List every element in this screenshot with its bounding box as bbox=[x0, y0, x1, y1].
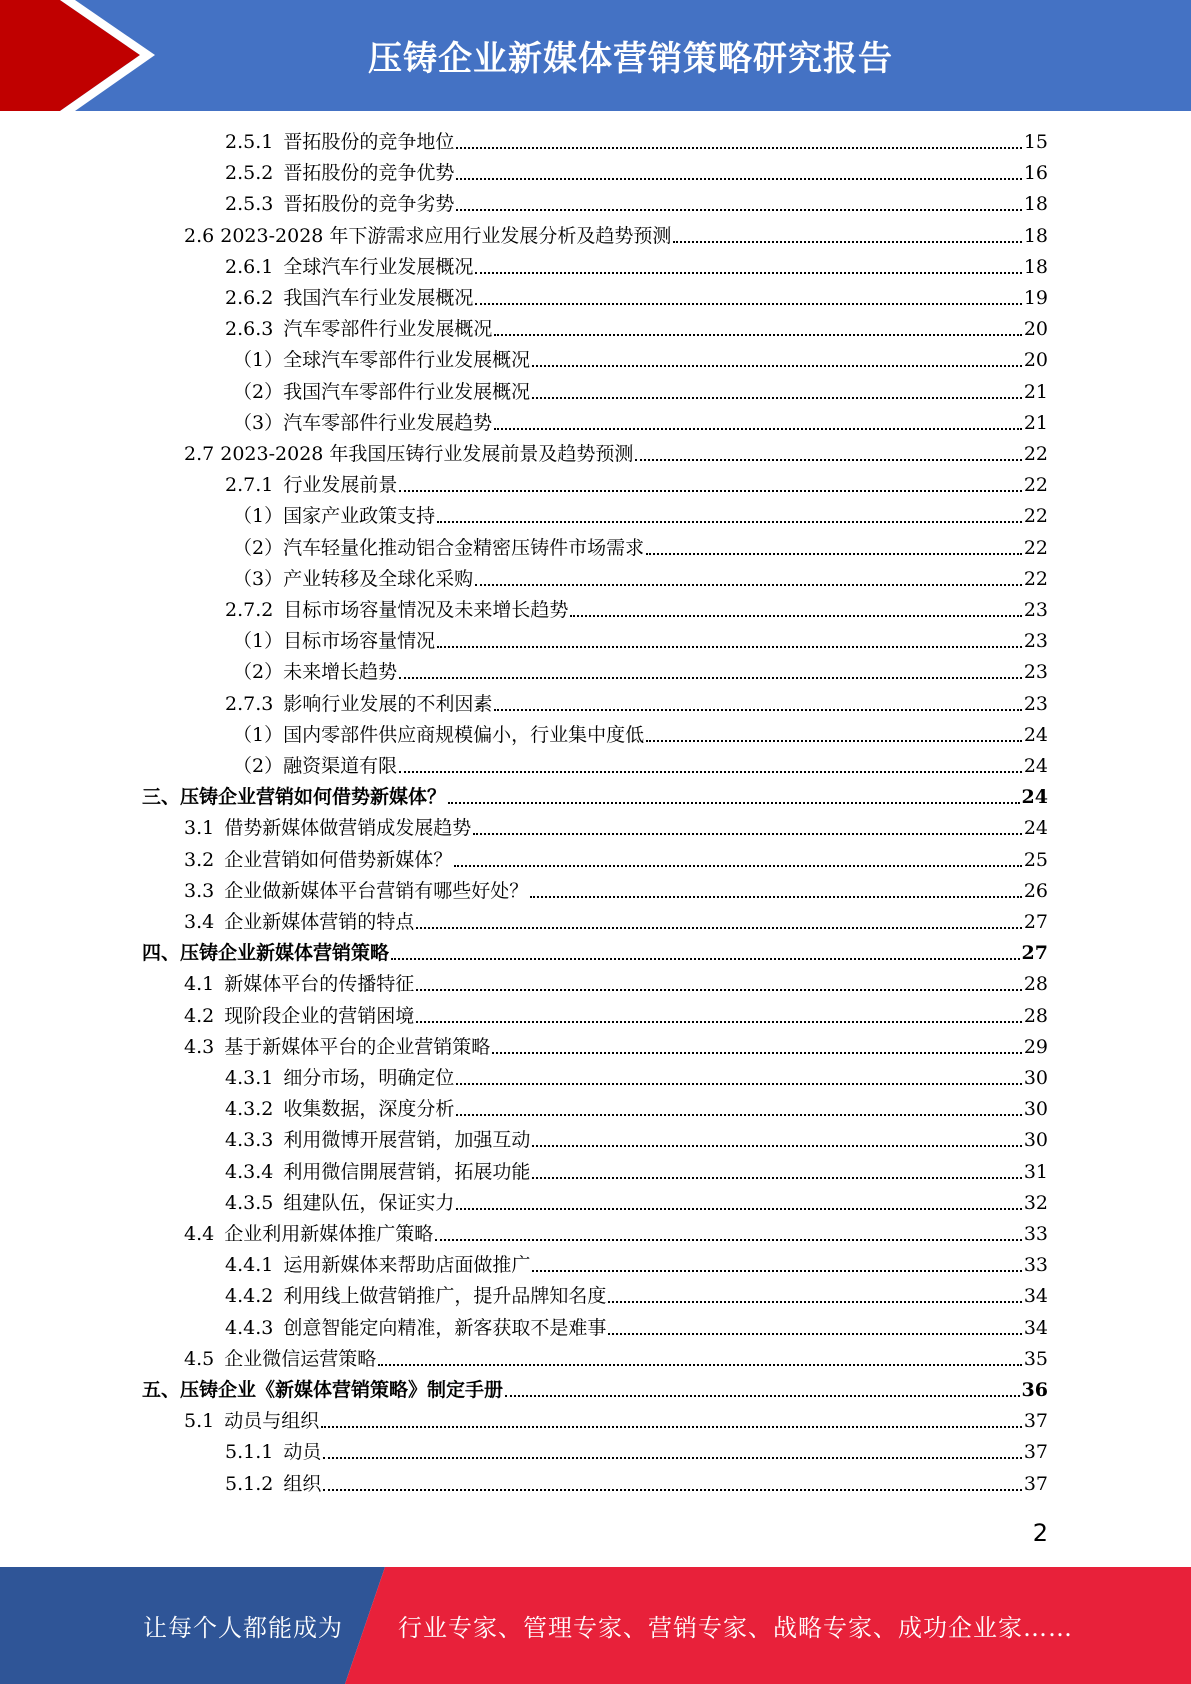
toc-entry[interactable] bbox=[225, 189, 1048, 220]
toc-entry-title bbox=[225, 470, 397, 501]
toc-entry-text: 晋拓股份的竞争地位 bbox=[283, 131, 455, 153]
toc-entry-page: 18 bbox=[1023, 224, 1048, 247]
toc-entry-page: 22 bbox=[1023, 474, 1048, 497]
toc-dot-leader bbox=[494, 428, 1022, 430]
toc-entry-title bbox=[184, 845, 452, 876]
toc-entry-text: 企业做新媒体平台营销有哪些好处？ bbox=[224, 879, 529, 902]
toc-entry[interactable] bbox=[142, 938, 1048, 969]
toc-dot-leader bbox=[505, 1395, 1020, 1397]
toc-entry-text: 三、压铸企业营销如何借势新媒体？ bbox=[142, 786, 447, 809]
toc-entry-page: 28 bbox=[1023, 973, 1048, 996]
toc-entry-number: 2.7.2 bbox=[225, 599, 274, 621]
toc-entry-text: （1）全球汽车零部件行业发展概况 bbox=[233, 349, 531, 372]
toc-entry[interactable] bbox=[233, 345, 1048, 376]
toc-entry-page: 19 bbox=[1023, 287, 1048, 309]
toc-entry-page: 23 bbox=[1023, 692, 1048, 715]
toc-entry[interactable] bbox=[225, 1437, 1048, 1468]
toc-entry-number: 4.4.3 bbox=[225, 1316, 274, 1339]
toc-entry[interactable] bbox=[184, 907, 1048, 938]
toc-entry[interactable] bbox=[233, 564, 1048, 595]
toc-entry[interactable] bbox=[184, 1001, 1048, 1032]
toc-entry-text: 目标市场容量情况及未来增长趋势 bbox=[283, 599, 569, 621]
toc-entry-page: 23 bbox=[1023, 630, 1048, 653]
toc-entry[interactable] bbox=[225, 1188, 1048, 1219]
toc-entry[interactable] bbox=[142, 782, 1048, 813]
toc-entry[interactable] bbox=[233, 657, 1048, 688]
toc-entry-title bbox=[225, 252, 473, 283]
toc-entry-page: 24 bbox=[1023, 817, 1048, 840]
toc-entry[interactable] bbox=[233, 533, 1048, 564]
toc-entry[interactable] bbox=[184, 1406, 1048, 1437]
toc-entry[interactable] bbox=[184, 439, 1048, 470]
toc-dot-leader bbox=[475, 584, 1022, 586]
toc-entry-page: 35 bbox=[1023, 1347, 1048, 1370]
toc-entry-page: 15 bbox=[1023, 131, 1048, 153]
toc-entry-number: 2.5.1 bbox=[225, 131, 274, 153]
toc-entry[interactable] bbox=[225, 252, 1048, 283]
toc-entry[interactable] bbox=[184, 1219, 1048, 1250]
toc-dot-leader bbox=[437, 646, 1022, 648]
toc-entry-page: 22 bbox=[1023, 567, 1048, 590]
toc-entry-number: 4.2 bbox=[184, 1004, 215, 1027]
toc-entry-page: 33 bbox=[1023, 1223, 1048, 1245]
toc-entry-title bbox=[184, 813, 471, 844]
toc-entry-title bbox=[142, 938, 389, 969]
toc-entry-page: 30 bbox=[1023, 1129, 1048, 1152]
toc-entry[interactable] bbox=[184, 845, 1048, 876]
toc-entry-title bbox=[233, 408, 492, 439]
toc-entry-number: 5.1.2 bbox=[225, 1472, 274, 1495]
toc-entry-number: 4.3.3 bbox=[225, 1129, 274, 1152]
toc-entry-text: （2）我国汽车零部件行业发展概况 bbox=[233, 380, 531, 403]
toc-entry-text: 我国汽车行业发展概况 bbox=[283, 287, 474, 309]
page-header bbox=[0, 0, 1191, 111]
toc-entry[interactable] bbox=[184, 1344, 1048, 1375]
toc-entry[interactable] bbox=[225, 314, 1048, 345]
toc-dot-leader bbox=[456, 1083, 1021, 1085]
toc-entry-number: 3.1 bbox=[184, 817, 215, 840]
toc-entry-text: 影响行业发展的不利因素 bbox=[283, 692, 493, 715]
toc-entry-page: 23 bbox=[1023, 599, 1048, 621]
toc-entry-number: 2.6.3 bbox=[225, 318, 274, 341]
toc-entry-page: 34 bbox=[1023, 1316, 1048, 1339]
toc-entry-page: 21 bbox=[1023, 380, 1048, 403]
toc-entry-title bbox=[142, 782, 446, 813]
toc-entry-text: 收集数据，深度分析 bbox=[283, 1098, 455, 1121]
toc-entry-number: 4.4.2 bbox=[225, 1285, 274, 1308]
toc-entry-page: 21 bbox=[1023, 411, 1048, 434]
toc-dot-leader bbox=[448, 802, 1020, 804]
toc-entry-text: （3）汽车零部件行业发展趋势 bbox=[233, 411, 493, 434]
toc-dot-leader bbox=[532, 1145, 1021, 1147]
toc-entry[interactable] bbox=[233, 408, 1048, 439]
toc-entry-page: 22 bbox=[1023, 536, 1048, 559]
toc-entry-text: （2）未来增长趋势 bbox=[233, 661, 398, 684]
toc-entry-text: 借势新媒体做营销成发展趋势 bbox=[224, 817, 472, 840]
toc-entry-text: 五、压铸企业《新媒体营销策略》制定手册 bbox=[142, 1379, 504, 1401]
toc-entry-number: 4.4.1 bbox=[225, 1254, 274, 1277]
toc-dot-leader bbox=[399, 490, 1021, 492]
toc-entry-title bbox=[225, 1469, 321, 1500]
toc-entry-page: 18 bbox=[1023, 193, 1048, 216]
toc-entry-title bbox=[184, 876, 528, 907]
toc-entry-page: 24 bbox=[1023, 723, 1048, 746]
toc-dot-leader bbox=[570, 615, 1021, 617]
toc-entry-text: 企业微信运营策略 bbox=[224, 1347, 377, 1370]
toc-dot-leader bbox=[635, 459, 1021, 461]
toc-entry-title bbox=[233, 377, 530, 408]
toc-entry-text: 创意智能定向精准，新客获取不是难事 bbox=[283, 1316, 607, 1339]
toc-entry-title bbox=[225, 127, 454, 158]
toc-dot-leader bbox=[492, 1052, 1022, 1054]
toc-entry-title bbox=[233, 501, 435, 532]
toc-entry-title bbox=[225, 1250, 530, 1281]
toc-dot-leader bbox=[646, 553, 1022, 555]
toc-entry[interactable] bbox=[225, 470, 1048, 501]
toc-entry-text: 2.7 2023-2028 年我国压铸行业发展前景及趋势预测 bbox=[184, 443, 634, 465]
toc-entry[interactable] bbox=[184, 1032, 1048, 1063]
toc-entry-page: 29 bbox=[1023, 1035, 1048, 1058]
toc-dot-leader bbox=[399, 677, 1022, 679]
toc-entry-number: 4.3 bbox=[184, 1035, 215, 1058]
toc-dot-leader bbox=[532, 1177, 1021, 1179]
toc-dot-leader bbox=[321, 1426, 1022, 1428]
toc-entry-page: 16 bbox=[1023, 162, 1048, 185]
toc-entry-title bbox=[225, 1157, 530, 1188]
toc-entry-number: 3.2 bbox=[184, 848, 215, 871]
toc-entry[interactable] bbox=[184, 876, 1048, 907]
toc-entry-page: 31 bbox=[1023, 1160, 1048, 1183]
toc-entry[interactable] bbox=[225, 1094, 1048, 1125]
toc-entry-page: 36 bbox=[1021, 1379, 1048, 1401]
toc-entry-number: 4.5 bbox=[184, 1347, 215, 1370]
toc-dot-leader bbox=[473, 833, 1022, 835]
toc-dot-leader bbox=[530, 896, 1022, 898]
toc-dot-leader bbox=[378, 1364, 1022, 1366]
toc-entry-number: 4.1 bbox=[184, 973, 215, 996]
toc-dot-leader bbox=[437, 521, 1022, 523]
toc-entry-number: 5.1.1 bbox=[225, 1441, 274, 1464]
toc-entry-text: 行业发展前景 bbox=[283, 474, 398, 497]
toc-entry-page: 18 bbox=[1023, 255, 1048, 278]
toc-entry-title bbox=[233, 720, 644, 751]
toc-entry-page: 37 bbox=[1023, 1472, 1048, 1495]
footer-slogan-right: 行业专家、管理专家、营销专家、战略专家、成功企业家…… bbox=[398, 1614, 1073, 1642]
toc-entry[interactable] bbox=[225, 158, 1048, 189]
toc-entry-text: 动员与组织 bbox=[224, 1410, 320, 1433]
toc-entry-title bbox=[225, 314, 492, 345]
toc-entry-title bbox=[184, 1406, 319, 1437]
toc-entry-text: 基于新媒体平台的企业营销策略 bbox=[224, 1035, 491, 1058]
toc-entry[interactable] bbox=[225, 1125, 1048, 1156]
toc-entry-title bbox=[233, 751, 397, 782]
toc-entry-title bbox=[225, 595, 568, 626]
toc-entry-title bbox=[184, 439, 633, 470]
toc-entry-title bbox=[142, 1375, 503, 1406]
toc-entry-text: （1）目标市场容量情况 bbox=[233, 630, 436, 653]
toc-entry[interactable] bbox=[184, 221, 1048, 252]
toc-entry-text: 利用线上做营销推广，提升品牌知名度 bbox=[283, 1285, 607, 1308]
toc-dot-leader bbox=[323, 1489, 1021, 1491]
toc-entry-page: 22 bbox=[1023, 443, 1048, 465]
toc-entry-text: 汽车零部件行业发展概况 bbox=[283, 318, 493, 341]
toc-entry-text: 企业利用新媒体推广策略 bbox=[224, 1223, 434, 1245]
toc-entry-page: 22 bbox=[1023, 505, 1048, 528]
toc-entry[interactable] bbox=[142, 1375, 1048, 1406]
toc-entry-page: 32 bbox=[1023, 1191, 1048, 1214]
toc-dot-leader bbox=[532, 365, 1022, 367]
toc-entry-page: 27 bbox=[1021, 942, 1048, 965]
toc-entry-text: （1）国家产业政策支持 bbox=[233, 505, 436, 528]
toc-entry-text: 2.6 2023-2028 年下游需求应用行业发展分析及趋势预测 bbox=[184, 224, 672, 247]
toc-entry-page: 34 bbox=[1023, 1285, 1048, 1308]
toc-entry-title bbox=[233, 657, 397, 688]
toc-entry-text: 组织 bbox=[283, 1472, 322, 1495]
toc-dot-leader bbox=[475, 303, 1021, 305]
toc-entry[interactable] bbox=[225, 689, 1048, 720]
toc-entry[interactable] bbox=[225, 595, 1048, 626]
toc-entry-title bbox=[225, 689, 492, 720]
toc-entry-title bbox=[233, 533, 644, 564]
toc-dot-leader bbox=[416, 927, 1022, 929]
toc-entry-number: 3.4 bbox=[184, 911, 215, 933]
toc-entry-page: 20 bbox=[1023, 318, 1048, 341]
toc-entry-title bbox=[225, 1313, 606, 1344]
toc-entry-title bbox=[184, 221, 671, 252]
toc-entry-page: 24 bbox=[1021, 786, 1048, 809]
toc-dot-leader bbox=[494, 709, 1021, 711]
toc-entry-number: 4.3.2 bbox=[225, 1098, 274, 1121]
toc-entry-title bbox=[225, 1437, 321, 1468]
toc-entry-text: （2）融资渠道有限 bbox=[233, 755, 398, 777]
toc-entry-title bbox=[225, 283, 473, 314]
toc-entry-page: 24 bbox=[1023, 755, 1048, 777]
toc-entry-text: 企业新媒体营销的特点 bbox=[224, 911, 415, 933]
page-number: 2 bbox=[1032, 1519, 1048, 1547]
toc-entry-title bbox=[225, 1125, 530, 1156]
toc-entry-page: 30 bbox=[1023, 1067, 1048, 1089]
toc-entry-number: 2.5.3 bbox=[225, 193, 274, 216]
report-title: 压铸企业新媒体营销策略研究报告 bbox=[368, 39, 893, 79]
toc-entry-text: （3）产业转移及全球化采购 bbox=[233, 567, 474, 590]
toc-entry-number: 4.3.5 bbox=[225, 1191, 274, 1214]
toc-entry-text: （1）国内零部件供应商规模偏小，行业集中度低 bbox=[233, 723, 645, 746]
toc-entry[interactable] bbox=[225, 1469, 1048, 1500]
toc-dot-leader bbox=[456, 1208, 1021, 1210]
toc-entry-text: 新媒体平台的传播特征 bbox=[224, 973, 415, 996]
toc-entry-text: 利用微信開展营销，拓展功能 bbox=[283, 1160, 531, 1183]
footer-slogan-left: 让每个人都能成为 bbox=[143, 1614, 343, 1642]
toc-entry-number: 4.4 bbox=[184, 1223, 215, 1245]
toc-dot-leader bbox=[608, 1301, 1021, 1303]
toc-dot-leader bbox=[456, 1114, 1021, 1116]
toc-entry-title bbox=[184, 969, 414, 1000]
toc-dot-leader bbox=[532, 397, 1022, 399]
toc-entry[interactable] bbox=[184, 813, 1048, 844]
toc-entry-page: 23 bbox=[1023, 661, 1048, 684]
toc-entry-page: 26 bbox=[1023, 879, 1048, 902]
toc-entry-number: 5.1 bbox=[184, 1410, 215, 1433]
toc-entry-number: 2.5.2 bbox=[225, 162, 274, 185]
toc-entry-page: 25 bbox=[1023, 848, 1048, 871]
toc-entry[interactable] bbox=[225, 283, 1048, 314]
page-footer bbox=[0, 1567, 1191, 1684]
toc-entry-title bbox=[184, 1001, 414, 1032]
toc-entry-text: 利用微博开展营销，加强互动 bbox=[283, 1129, 531, 1152]
toc-entry-text: 晋拓股份的竞争优势 bbox=[283, 162, 455, 185]
toc-entry-number: 4.3.4 bbox=[225, 1160, 274, 1183]
toc-entry-page: 28 bbox=[1023, 1004, 1048, 1027]
toc-entry-page: 27 bbox=[1023, 911, 1048, 933]
toc-entry[interactable] bbox=[233, 751, 1048, 782]
toc-dot-leader bbox=[399, 771, 1022, 773]
toc-entry-title bbox=[225, 1094, 454, 1125]
toc-dot-leader bbox=[456, 147, 1021, 149]
toc-dot-leader bbox=[435, 1239, 1022, 1241]
toc-dot-leader bbox=[646, 740, 1022, 742]
toc-entry-title bbox=[225, 1188, 454, 1219]
toc-entry-number: 2.6.1 bbox=[225, 255, 274, 278]
toc-entry-page: 37 bbox=[1023, 1441, 1048, 1464]
toc-entry[interactable] bbox=[225, 127, 1048, 158]
toc-entry-text: 组建队伍，保证实力 bbox=[283, 1191, 455, 1214]
toc-entry-number: 2.7.3 bbox=[225, 692, 274, 715]
toc-dot-leader bbox=[323, 1457, 1021, 1459]
toc-entry-title bbox=[184, 1344, 376, 1375]
toc-entry-title bbox=[225, 1063, 454, 1094]
toc-entry-title bbox=[233, 564, 473, 595]
toc-entry-text: 四、压铸企业新媒体营销策略 bbox=[142, 942, 390, 965]
toc-dot-leader bbox=[416, 1021, 1022, 1023]
toc-entry-title bbox=[225, 189, 454, 220]
toc-entry[interactable] bbox=[225, 1063, 1048, 1094]
toc-entry-text: 现阶段企业的营销困境 bbox=[224, 1004, 415, 1027]
toc-dot-leader bbox=[532, 1270, 1021, 1272]
toc-entry-page: 37 bbox=[1023, 1410, 1048, 1433]
toc-entry-title bbox=[184, 907, 414, 938]
toc-dot-leader bbox=[416, 989, 1022, 991]
toc-dot-leader bbox=[454, 865, 1022, 867]
toc-entry[interactable] bbox=[225, 1313, 1048, 1344]
toc-entry-title bbox=[225, 1281, 606, 1312]
toc-entry[interactable] bbox=[233, 377, 1048, 408]
toc-entry-text: 运用新媒体来帮助店面做推广 bbox=[283, 1254, 531, 1277]
toc-entry[interactable] bbox=[233, 501, 1048, 532]
toc-dot-leader bbox=[456, 178, 1021, 180]
toc-entry-number: 3.3 bbox=[184, 879, 215, 902]
toc-entry-text: 企业营销如何借势新媒体？ bbox=[224, 848, 453, 871]
toc-entry[interactable] bbox=[225, 1157, 1048, 1188]
toc-entry-page: 20 bbox=[1023, 349, 1048, 372]
toc-dot-leader bbox=[456, 209, 1021, 211]
toc-dot-leader bbox=[494, 334, 1021, 336]
toc-entry[interactable] bbox=[225, 1250, 1048, 1281]
toc-entry-text: 全球汽车行业发展概况 bbox=[283, 255, 474, 278]
toc-entry-title bbox=[225, 158, 454, 189]
toc-entry-text: （2）汽车轻量化推动铝合金精密压铸件市场需求 bbox=[233, 536, 645, 559]
toc-entry[interactable] bbox=[233, 720, 1048, 751]
toc-dot-leader bbox=[673, 241, 1021, 243]
toc-entry-number: 4.3.1 bbox=[225, 1067, 274, 1089]
toc-entry-text: 晋拓股份的竞争劣势 bbox=[283, 193, 455, 216]
toc-entry[interactable] bbox=[233, 626, 1048, 657]
toc-entry-number: 2.6.2 bbox=[225, 287, 274, 309]
toc-entry-title bbox=[233, 626, 435, 657]
toc-entry[interactable] bbox=[184, 969, 1048, 1000]
toc-entry-title bbox=[184, 1219, 433, 1250]
toc-entry-text: 动员 bbox=[283, 1441, 322, 1464]
toc-dot-leader bbox=[391, 958, 1020, 960]
toc-entry-title bbox=[233, 345, 530, 376]
toc-dot-leader bbox=[608, 1333, 1021, 1335]
toc-entry-page: 30 bbox=[1023, 1098, 1048, 1121]
toc-entry[interactable] bbox=[225, 1281, 1048, 1312]
toc-entry-page: 33 bbox=[1023, 1254, 1048, 1277]
toc-entry-title bbox=[184, 1032, 490, 1063]
toc-dot-leader bbox=[475, 272, 1021, 274]
toc-entry-text: 细分市场，明确定位 bbox=[283, 1067, 455, 1089]
toc-entry-number: 2.7.1 bbox=[225, 474, 274, 497]
